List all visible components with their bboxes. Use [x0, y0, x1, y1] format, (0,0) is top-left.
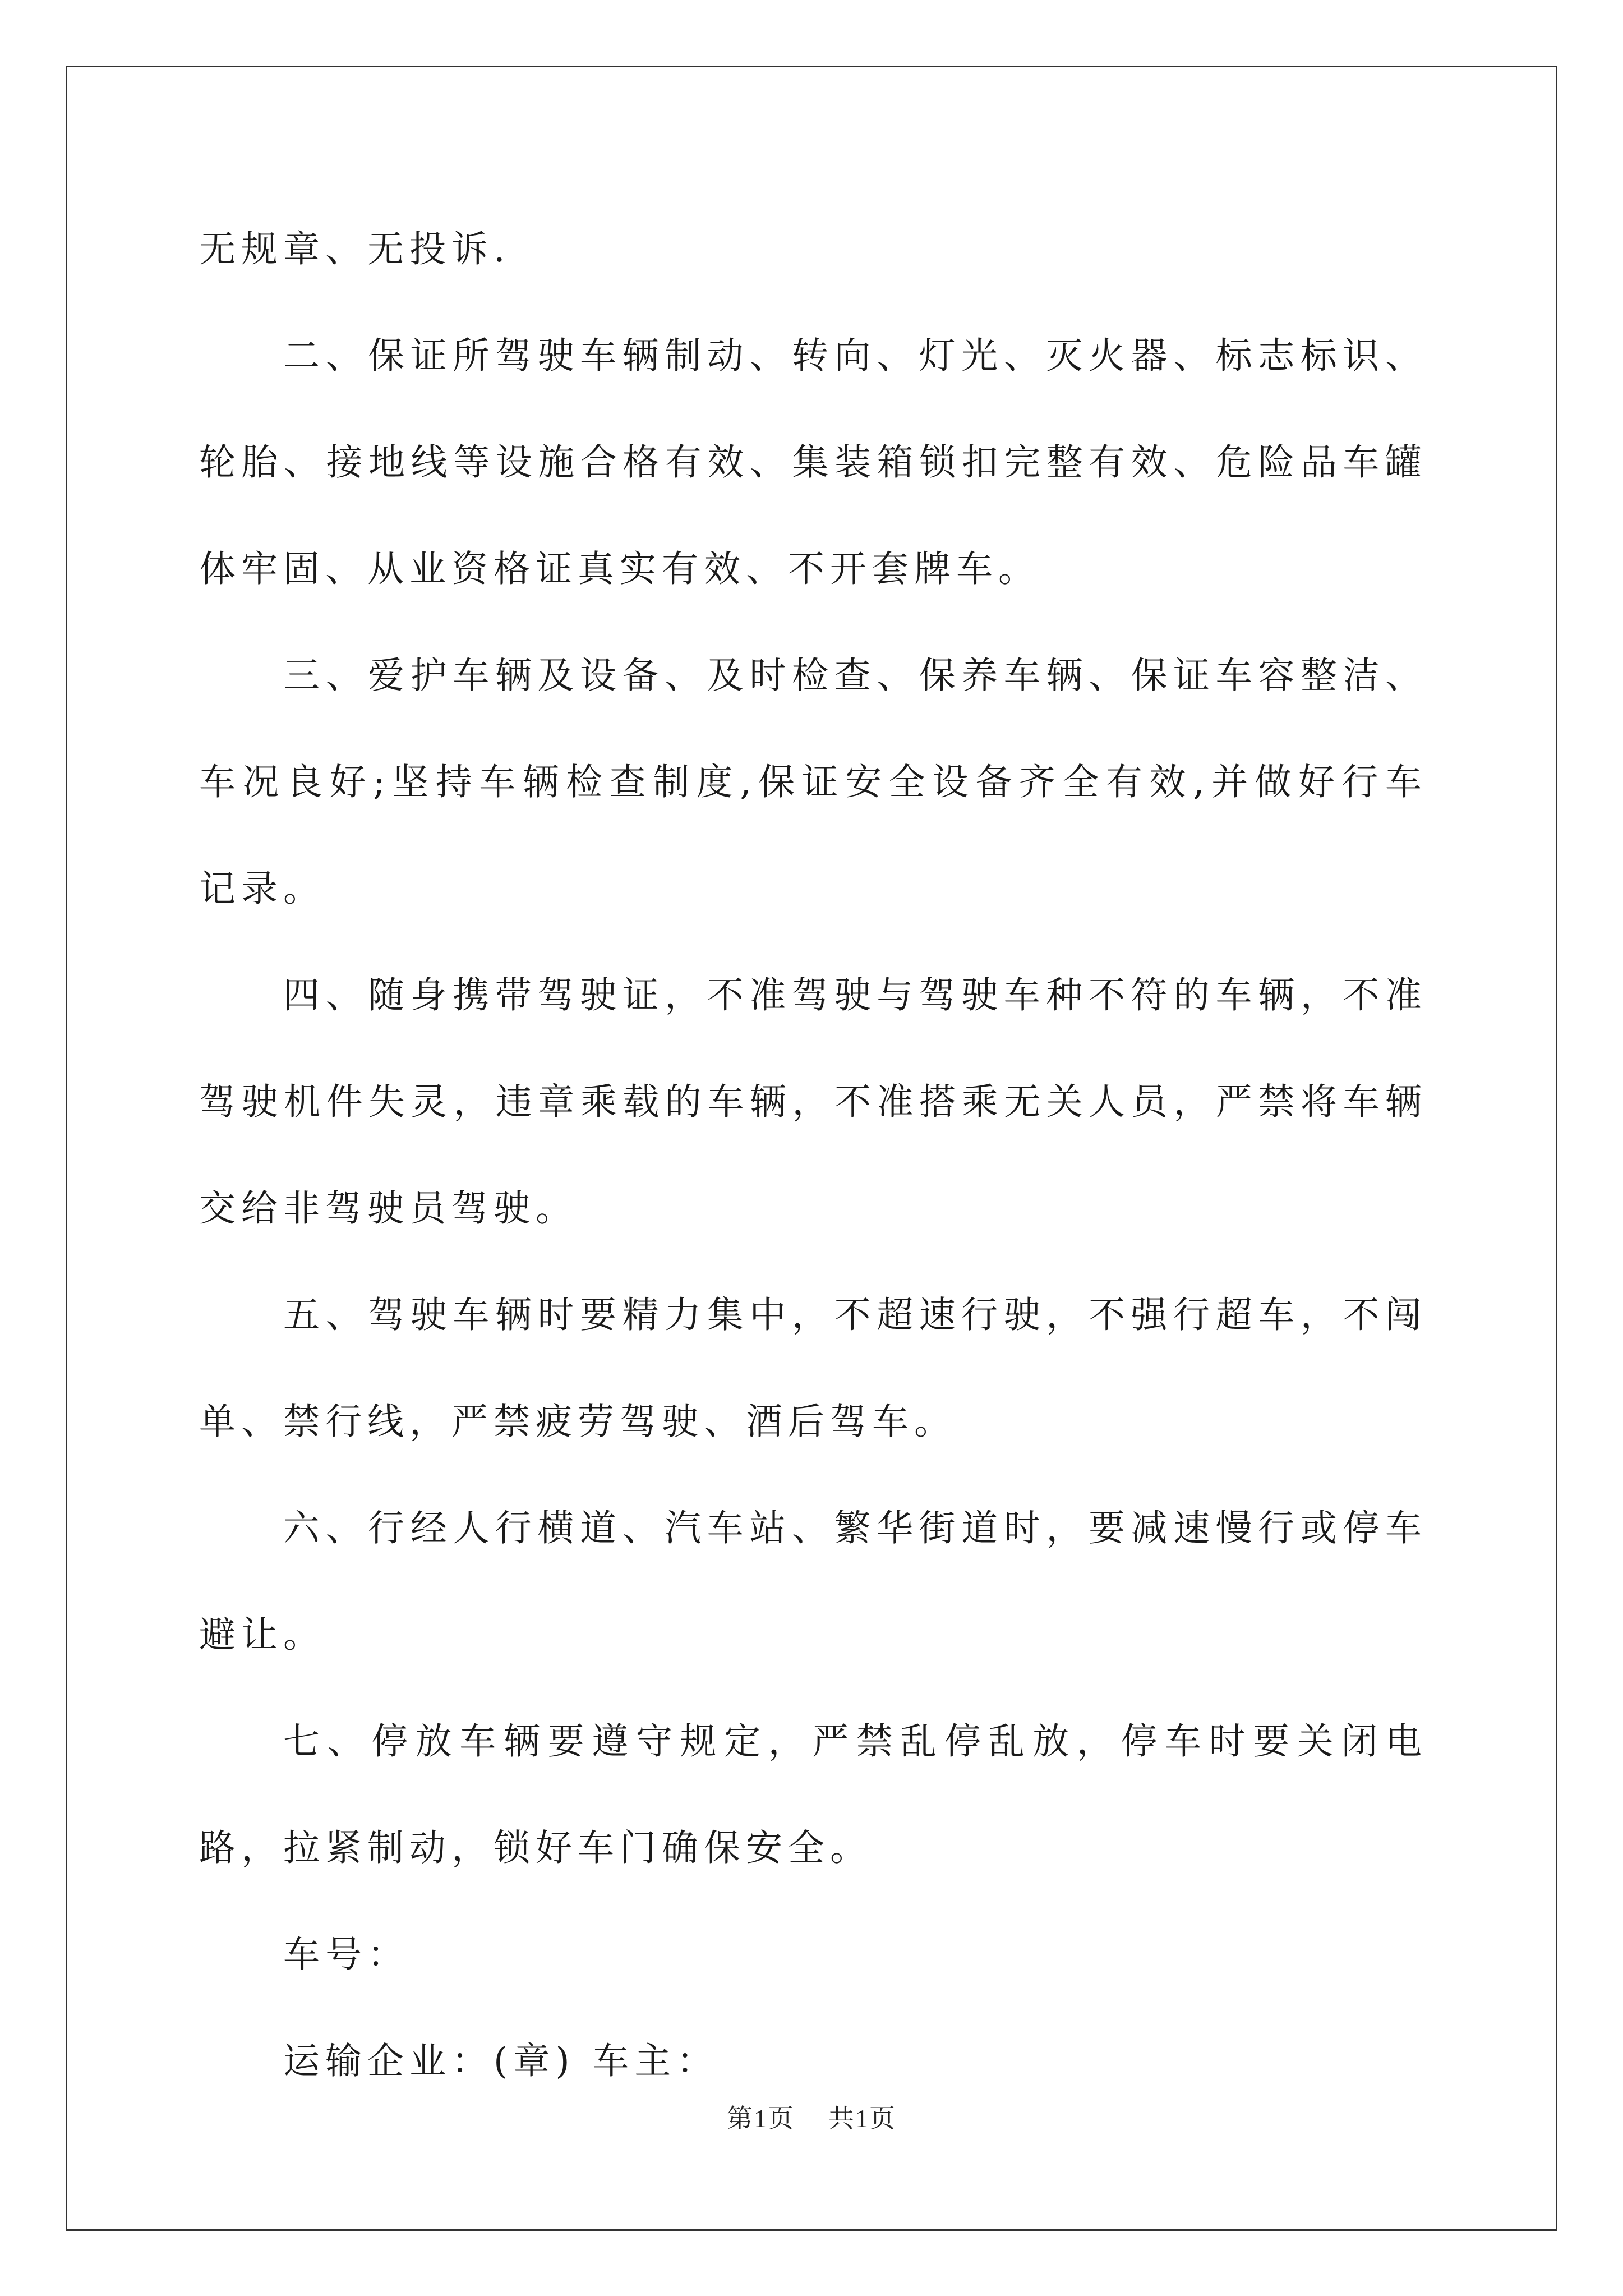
paragraph-item-4: 四、随身携带驾驶证，不准驾驶与驾驶车种不符的车辆，不准驾驶机件失灵，违章乘载的车辆，不准搭乘无关人员，严禁将车辆交给非驾驶员驾驶。 — [199, 974, 1427, 1230]
paragraph-item-7: 七、停放车辆要遵守规定，严禁乱停乱放，停车时要关闭电路，拉紧制动，锁好车门确保安全。 — [199, 1720, 1427, 1869]
signature-line: 运输企业：(章) 车主： — [283, 2040, 719, 2082]
paragraph-item-3: 三、爱护车辆及设备、及时检查、保养车辆、保证车容整洁、车况良好;坚持车辆检查制度,保证安全设备齐全有效,并做好行车记录。 — [199, 655, 1427, 910]
paragraph-item-2: 二、保证所驾驶车辆制动、转向、灯光、灭火器、标志标识、轮胎、接地线等设施合格有效、集装箱锁扣完整有效、危险品车罐体牢固、从业资格证真实有效、不开套牌车。 — [199, 335, 1427, 590]
document-body — [199, 196, 1427, 2115]
paragraph-continuation: 无规章、无投诉. — [199, 228, 511, 270]
page-footer — [0, 2098, 1623, 2135]
page-total: 共1页 — [828, 2104, 896, 2133]
page-number: 第1页 — [727, 2104, 795, 2133]
paragraph-item-6: 六、行经人行横道、汽车站、繁华街道时，要减速慢行或停车避让。 — [199, 1507, 1427, 1656]
paragraph-item-5: 五、驾驶车辆时要精力集中，不超速行驶，不强行超车，不闯单、禁行线，严禁疲劳驾驶、酒后驾车。 — [199, 1294, 1427, 1443]
vehicle-number-field: 车号： — [283, 1934, 410, 1976]
